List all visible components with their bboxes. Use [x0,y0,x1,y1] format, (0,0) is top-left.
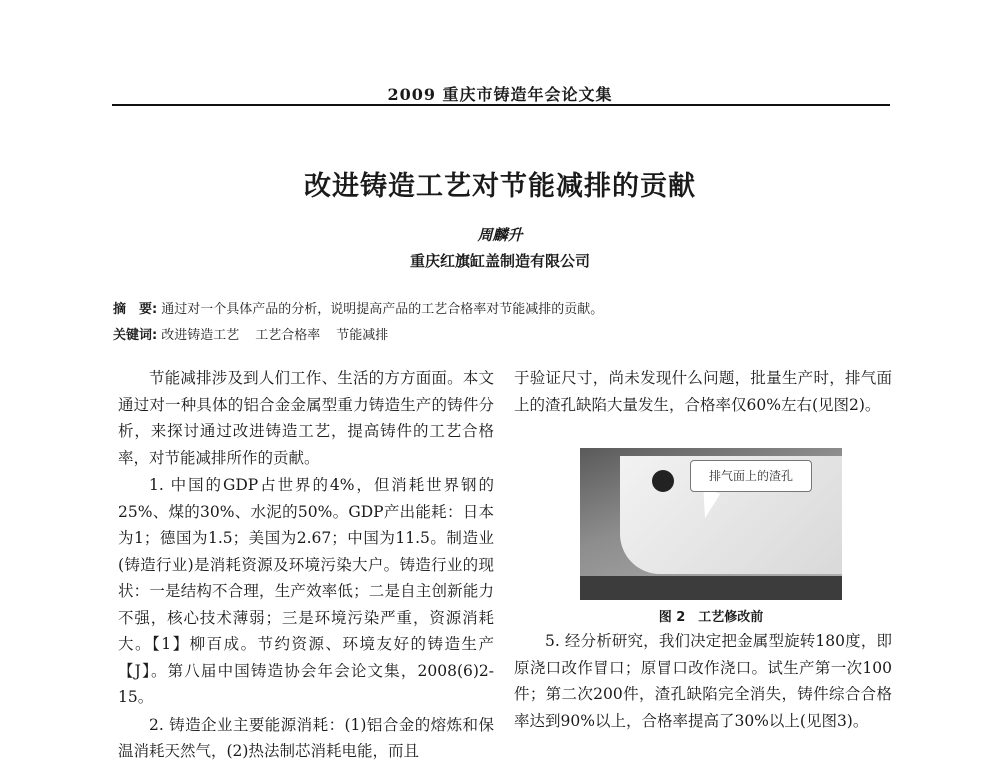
left-column [118,365,494,765]
figure-caption: 图 2 工艺修改前 [658,610,764,625]
header-rule [112,104,890,106]
abstract [113,298,893,317]
keyword: 工艺合格率 [255,328,321,343]
keywords-label: 关键词: [113,328,158,343]
body-paragraph: 于验证尺寸，尚未发现什么问题，批量生产时，排气面上的渣孔缺陷大量发生，合格率仅60%左右(见图2)。 [514,369,892,414]
body-paragraph: 节能减排涉及到人们工作、生活的方方面面。本文通过对一种具体的铝合金金属型重力铸造生产的铸件分析，来探讨通过改进铸造工艺，提高铸件的工艺合格率，对节能减排所作的贡献。 [118,369,494,467]
author-name: 周麟升 [477,226,523,244]
keyword: 改进铸造工艺 [161,328,240,343]
figure-background [580,576,842,600]
right-column-lower [514,628,892,734]
author-affiliation: 重庆红旗缸盖制造有限公司 [409,252,590,270]
abstract-label: 摘 要: [113,302,158,317]
body-paragraph: 1. 中国的GDP占世界的4%，但消耗世界钢的25%、煤的30%、水泥的50%。GDP产出能耗：日本为1；德国为1.5；美国为2.67；中国为11.5。制造业(铸造行业)是消耗资源及环境污染大户。铸造行业的现状：一是结构不合理，生产效率低；二是自主创新能力不强，核心技术薄弱；三是环境污染严重，资源消耗大。【1】柳百成。节约资源、环境友好的铸造生产【J】。第八届中国铸造协会年会论文集，2008(6)2-15。 [118,476,494,706]
slag-hole-defect [652,470,674,492]
abstract-text: 通过对一个具体产品的分析，说明提高产品的工艺合格率对节能减排的贡献。 [161,302,604,317]
right-column [514,365,892,418]
body-paragraph: 5. 经分析研究，我们决定把金属型旋转180度，即原浇口改作冒口；原冒口改作浇口。试生产第一次100件；第二次200件，渣孔缺陷完全消失，铸件综合合格率达到90%以上，合格率提高了30%以上(见图3)。 [514,632,892,730]
keywords [113,324,893,343]
figure-2-photo [580,448,842,600]
body-paragraph: 2. 铸造企业主要能源消耗：(1)铝合金的熔炼和保温消耗天然气，(2)热法制芯消耗电能，而且 [118,715,494,760]
figure-callout: 排气面上的渣孔 [690,460,812,492]
running-head: 2009 重庆市铸造年会论文集 [387,85,613,104]
keyword: 节能减排 [336,328,389,343]
paper-title: 改进铸造工艺对节能减排的贡献 [304,171,696,202]
